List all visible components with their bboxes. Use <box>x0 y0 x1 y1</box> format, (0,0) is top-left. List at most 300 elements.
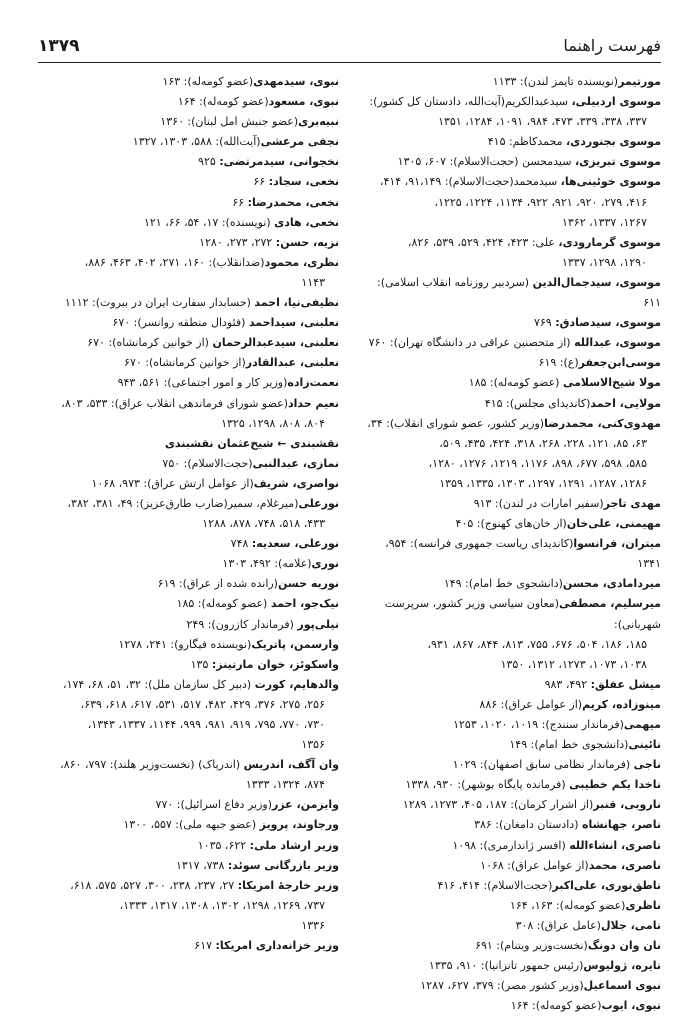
index-entry-line <box>39 755 339 775</box>
index-entry-name: موسوی، سیدجمال‌الدین <box>532 275 661 289</box>
index-entry-line <box>361 132 661 152</box>
index-entry-line <box>361 936 661 956</box>
index-entry-pages: ۷۳۰، ۷۷۰، ۷۹۵، ۹۱۹، ۹۸۱، ۹۹۹، ۱۱۴۴، ۱۳۳۷، ۱۳۴۳، <box>87 718 325 731</box>
index-entry-details: (نویسنده فیگارو): ۲۴۱، ۱۲۷۸ <box>118 637 252 651</box>
index-entry-details: (عضو کومه‌له): ۱۶۳ <box>162 75 254 88</box>
index-entry-line <box>361 394 661 414</box>
index-entry-line <box>361 172 661 192</box>
index-entry-details: (از خوانین کرمانشاه): ۶۷۰ <box>87 336 213 350</box>
index-entry-line <box>361 514 661 534</box>
index-entry-pages: ۳۳۷، ۳۳۸، ۳۳۹، ۴۷۳، ۹۸۴، ۱۰۹۱، ۱۲۸۴، ۱۳۵۱ <box>438 115 647 129</box>
index-entry-line <box>39 936 339 956</box>
index-entry-name: نبوی، مسعود <box>268 95 339 109</box>
index-entry-name: نارویی، قنبر <box>593 798 661 812</box>
index-entry-line <box>39 92 339 112</box>
index-entry-name: نعیم حداد <box>288 396 339 410</box>
index-column-left <box>39 72 339 956</box>
index-entry-name: موسوی خوئینی‌ها، <box>560 175 661 189</box>
index-entry-name: نظری، محمود <box>264 255 339 269</box>
index-entry <box>39 112 339 132</box>
index-entry-details: ۶۲۲، ۱۰۳۵ <box>197 838 250 852</box>
index-entry <box>361 735 661 755</box>
index-entry <box>39 795 339 815</box>
index-entry-name: نعلبنی، سیدعبدالرحمان <box>212 336 339 350</box>
index-entry-details: (عضو کومه‌له): ۱۶۴ <box>510 999 602 1013</box>
index-entry-name: نبیه‌بری <box>298 115 339 129</box>
index-entry-line <box>361 755 661 775</box>
index-entry-name: نواصری، شریف <box>253 476 339 490</box>
index-entry <box>361 534 661 574</box>
index-entry <box>361 394 661 414</box>
index-entry-details: (رانده شده از عراق): ۶۱۹ <box>157 577 278 591</box>
index-entry-line <box>39 112 339 132</box>
index-entry-details: (دانشجوی خط امام): ۱۴۹ <box>443 577 563 591</box>
index-entry-line <box>39 836 339 856</box>
index-entry-details: (از متحصنین عراقی در دانشگاه تهران): ۷۶۰ <box>368 336 575 350</box>
index-entry <box>39 213 339 233</box>
index-entry-line <box>361 72 661 92</box>
index-entry-pages: ۴۳۳، ۵۱۸، ۷۴۸، ۸۷۸، ۱۲۸۸ <box>202 517 325 531</box>
index-entry-name: مهدوی‌کنی، محمدرضا <box>544 416 661 430</box>
index-entry-pages: ۷۳۷، ۱۲۶۹، ۱۲۹۸، ۱۳۰۲، ۱۳۰۸، ۱۳۱۷، ۱۳۳۳، <box>119 898 325 912</box>
index-entry-name: نخعی، سجاد: <box>268 175 339 189</box>
index-entry-details: (دانشجوی خط امام): ۱۴۹ <box>509 738 629 752</box>
index-entry-name: میردامادی، محسن <box>562 577 661 591</box>
index-entry-pages: ۱۰۳۸، ۱۰۷۳، ۱۲۷۳، ۱۳۱۲، ۱۳۵۰ <box>500 657 647 671</box>
index-entry <box>39 333 339 353</box>
index-entry-line <box>39 233 339 253</box>
index-entry-line <box>39 635 339 655</box>
index-entry-name: نخجوانی، سیدمرتضی: <box>219 155 339 169</box>
index-entry-details: (معاون سیاسی وزیر کشور، سرپرست شهربانی): <box>384 597 661 631</box>
index-entry <box>39 434 339 454</box>
index-entry-details: (دادستان دامغان): ۳۸۶ <box>474 818 582 832</box>
index-entry-name: وارسمن، پاتریک <box>251 637 339 651</box>
index-entry-name: ناصری، انشاءالله <box>569 838 661 852</box>
index-entry <box>361 172 661 232</box>
index-entry-name: نبوی، ایوب <box>601 999 661 1013</box>
index-entry-details: ۶۶ <box>253 175 269 189</box>
index-entry <box>361 72 661 92</box>
index-column-right <box>361 72 661 1016</box>
index-entry-details: سیدمحسن (حجت‌الاسلام): ۶۰۷، ۱۳۰۵ <box>397 155 575 169</box>
index-entry-line <box>361 233 661 253</box>
index-entry-details: (فرماندار نظامی سابق اصفهان): ۱۰۲۹ <box>452 758 634 772</box>
index-entry-line <box>39 333 339 353</box>
index-entry-name: نایره، ژولیوس <box>583 959 661 973</box>
index-entry-line <box>39 293 339 313</box>
index-entry <box>39 554 339 574</box>
index-entry <box>361 715 661 735</box>
index-entry-details: (وزیر کار و امور اجتماعی): ۵۶۱، ۹۴۳ <box>117 376 288 390</box>
index-entry-name: مولا شیخ‌الاسلامی <box>562 376 661 390</box>
index-entry <box>361 594 661 674</box>
index-entry-details: (عضو جنبش امل لبنان): ۱۳۶۰ <box>160 115 299 129</box>
index-entry-line <box>39 554 339 574</box>
index-entry <box>361 574 661 594</box>
index-entry <box>39 615 339 635</box>
index-entry <box>361 132 661 152</box>
index-entry-details: (نویسنده): ۱۷، ۵۴، ۶۶، ۱۲۱ <box>143 215 275 229</box>
index-entry-name: وان آگف، اندریس <box>243 758 339 772</box>
index-entry-line <box>39 152 339 172</box>
index-entry-details: (آیت‌الله): ۵۸۸، ۱۳۰۳، ۱۳۲۷ <box>132 135 261 149</box>
index-entry <box>361 996 661 1016</box>
page-header <box>38 36 661 62</box>
index-entry-details: (فرمانده پایگاه بوشهر): ۹۳۰، ۱۳۳۸ <box>405 778 570 792</box>
index-entry <box>361 876 661 896</box>
index-entry-details: محمدکاظم: ۴۱۵ <box>487 135 566 149</box>
index-entry <box>39 193 339 213</box>
index-entry-pages: ۱۳۳۶ <box>301 918 325 932</box>
index-entry-line <box>39 574 339 594</box>
index-entry-line <box>361 856 661 876</box>
index-entry-line <box>39 876 339 896</box>
index-entry-line <box>39 313 339 333</box>
index-entry-name: میرسلیم، مصطفی <box>559 597 661 611</box>
index-entry-details: (وزیر کشور مصر): ۳۷۹، ۶۲۷، ۱۲۸۷ <box>420 979 584 993</box>
index-entry-details: (ضدانقلاب): ۱۶۰، ۲۷۱، ۴۰۲، ۴۶۳، ۸۸۶، <box>84 255 265 269</box>
index-entry <box>361 233 661 273</box>
index-entry-details: (رئیس جمهور تانزانیا): ۹۱۰، ۱۳۳۵ <box>428 959 584 973</box>
index-entry-pages: ۱۲۶۷، ۱۳۳۷، ۱۳۶۲ <box>561 215 647 229</box>
index-entry <box>39 755 339 795</box>
index-entry-line <box>361 373 661 393</box>
index-entry <box>361 92 661 132</box>
index-entry <box>361 514 661 534</box>
index-entry-name: نجفی مرعشی <box>260 135 339 149</box>
index-entry-name: نبوی، سیدمهدی <box>253 75 339 88</box>
index-entry-line <box>361 695 661 715</box>
index-entry-name: نعلبنی، سیداحمد <box>248 316 339 330</box>
index-entry-name: نمازی، عبدالنبی <box>252 456 339 470</box>
index-entry-pages: ۲۵۶، ۲۷۵، ۳۷۶، ۴۲۹، ۴۸۲، ۵۱۷، ۵۳۱، ۶۱۷، ۶۱۸، ۶۳۹، <box>80 697 325 711</box>
index-entry-details: ۷۴۸ <box>230 537 252 551</box>
index-entry-line <box>361 333 661 353</box>
index-entry <box>361 353 661 373</box>
index-entry <box>39 574 339 594</box>
index-entry-line <box>39 132 339 152</box>
index-entry <box>361 896 661 916</box>
index-entry-name: واسکوئز، خوان مارتینز: <box>211 657 339 671</box>
index-entry-details: ۲۷، ۲۳۷، ۲۳۸، ۳۰۰، ۵۲۷، ۵۷۵، ۶۱۸، <box>70 878 238 892</box>
page-number: ۱۳۷۹ <box>38 36 80 56</box>
index-entry <box>39 494 339 534</box>
index-entry-name: نظیفی‌نیا، احمد <box>254 296 339 310</box>
index-entry-line <box>39 253 339 273</box>
index-entry-name: نائینی <box>628 738 661 752</box>
index-entry <box>39 373 339 393</box>
index-entry-line <box>361 534 661 574</box>
index-entry-name: ناجی <box>633 758 661 772</box>
index-entry-details: ۹۲۵ <box>198 155 220 169</box>
index-entry-details: (از عوامل عراق): ۸۸۶ <box>479 697 583 711</box>
index-entry-line <box>361 313 661 333</box>
index-entry-details: سیدعبدالکریم(آیت‌الله، دادستان کل کشور): <box>369 95 572 109</box>
index-entry-line <box>39 213 339 233</box>
index-entry-line <box>39 394 339 414</box>
index-entry-name: میتران، فرانسوا <box>573 537 661 551</box>
index-entry <box>39 92 339 112</box>
index-entry-details: (عضو جبهه ملی): ۵۵۷، ۱۳۰۰ <box>123 818 260 832</box>
index-entry-details: (از عوامل ارتش عراق): ۹۷۳، ۱۰۶۸ <box>91 476 254 490</box>
index-entry <box>39 655 339 675</box>
index-entry <box>361 815 661 835</box>
index-entry-line <box>361 956 661 976</box>
index-entry-name: نامی، جلال <box>600 918 661 932</box>
index-entry-details: سیدمحمد(حجت‌الاسلام): ۹۱،۱۴۹، ۴۱۴، <box>379 175 561 189</box>
index-entry-name: ناظری <box>625 898 661 912</box>
index-entry-name: نقشبندی ← شیخ‌عثمان نقشبندی <box>164 436 339 450</box>
index-entry-details: (فرماندار سنندج): ۱۰۱۹، ۱۰۲۰، ۱۲۵۳ <box>453 718 624 731</box>
index-entry <box>361 755 661 775</box>
index-entry-details: (سفیر امارات در لندن): ۹۱۳ <box>473 496 604 510</box>
index-entry-name: موسوی اردبیلی، <box>571 95 661 109</box>
index-entry-details: (سردبیر روزنامه انقلاب اسلامی): ۶۱۱ <box>377 275 661 310</box>
index-entry-line <box>39 474 339 494</box>
index-entry-name: ناطق‌نوری، علی‌اکبر <box>552 878 661 892</box>
index-entry-line <box>39 795 339 815</box>
index-entry <box>39 635 339 655</box>
index-entry-details: ۶۱۷ <box>194 939 216 953</box>
index-entry-name: نورعلی، سعدیه: <box>251 537 339 551</box>
index-entry-details: (از خوانین کرمانشاه): ۶۷۰ <box>124 356 246 370</box>
index-entry <box>361 333 661 353</box>
index-entry-name: ورجاوند، پرویز <box>259 818 339 832</box>
index-entry <box>39 856 339 876</box>
index-entry-line <box>361 353 661 373</box>
index-entry-details: (عضو کومه‌له): ۱۸۵ <box>176 597 271 611</box>
index-entry-name: وزیر ارشاد ملی: <box>249 838 339 852</box>
index-entry-pages: ۸۷۴، ۱۳۲۴، ۱۳۳۳ <box>245 778 325 792</box>
index-entry <box>361 775 661 795</box>
index-entry <box>361 795 661 815</box>
index-entry-line <box>361 414 661 434</box>
index-entry-name: مهیمنی، علی‌خان <box>566 517 661 531</box>
index-entry <box>361 936 661 956</box>
index-entry-line <box>39 353 339 373</box>
index-entry-line <box>39 675 339 695</box>
index-entry-details: (علامه): ۴۹۲، ۱۳۰۳ <box>222 557 312 571</box>
index-entry-details: ۶۶ <box>232 195 248 209</box>
index-entry-line <box>361 675 661 695</box>
index-entry-line <box>361 836 661 856</box>
index-entry-name: میهمی <box>623 718 661 731</box>
index-entry <box>361 414 661 494</box>
index-entry-line <box>361 594 661 634</box>
index-entry-line <box>361 494 661 514</box>
index-entry-pages: ۵۸۵، ۵۹۸، ۶۷۷، ۸۹۸، ۱۱۷۶، ۱۲۱۹، ۱۲۷۶، ۱۲۸۰، <box>428 456 647 470</box>
index-entry-name: نعمت‌زاده <box>287 376 339 390</box>
index-entry-line <box>361 876 661 896</box>
index-entry-name: نخعی، محمدرضا: <box>247 195 339 209</box>
index-entry-line <box>39 434 339 454</box>
index-entry-line <box>361 574 661 594</box>
index-entry-name: ناصر، جهانشاه <box>581 818 661 832</box>
index-entry <box>39 72 339 92</box>
index-entry-details: (از اشرار کرمان): ۱۸۷، ۴۰۵، ۱۲۷۳، ۱۲۸۹ <box>402 798 594 812</box>
index-entry-details: (وزیر کشور، عضو شورای انقلاب): ۳۴، <box>367 416 545 430</box>
index-entry <box>39 172 339 192</box>
index-entry-name: نبوی اسماعیل <box>583 979 661 993</box>
index-entry-name: مینوزاده، کریم <box>582 697 661 711</box>
index-entry <box>39 876 339 936</box>
index-entry <box>361 856 661 876</box>
index-entry-name: نان وان دونگ <box>587 939 661 953</box>
index-entry-line <box>361 715 661 735</box>
index-entry-details: (عضو کومه‌له): ۱۶۳، ۱۶۴ <box>509 898 626 912</box>
index-entry-details: (نخست‌وزیر ویتنام): ۶۹۱ <box>475 939 588 953</box>
index-entry-details: (عضو کومه‌له): ۱۶۴ <box>177 95 269 109</box>
index-entry-name: وزیر خزانه‌داری امریکا: <box>215 939 339 953</box>
index-entry-name: موسوی تبریزی، <box>574 155 661 169</box>
index-entry-line <box>361 976 661 996</box>
index-entry-name: نورعلی <box>298 496 339 510</box>
index-entry-name: نزیه، حسن: <box>275 235 339 249</box>
index-entry-name: ناخدا یکم خطیبی <box>569 778 661 792</box>
index-entry-details: (کاندیدای ریاست جمهوری فرانسه): ۹۵۴، ۱۳۴۱ <box>385 537 661 571</box>
index-entry-line <box>361 152 661 172</box>
index-entry-line <box>39 815 339 835</box>
index-entry-name: مورتیمر <box>618 75 661 88</box>
index-entry-line <box>361 92 661 112</box>
index-entry-line <box>39 494 339 514</box>
index-entry <box>39 293 339 313</box>
index-entry <box>361 152 661 172</box>
index-entry-name: موسوی گرمارودی، <box>558 235 661 249</box>
index-entry-name: مهدی تاجر <box>603 496 661 510</box>
index-entry-pages: ۱۸۵، ۱۸۶، ۵۰۴، ۶۷۶، ۷۵۵، ۸۱۳، ۸۴۴، ۸۶۷، ۹۳۱، <box>427 637 647 651</box>
index-entry-name: موسوی، عبدالله <box>574 336 661 350</box>
index-entry-pages: ۱۲۸۶، ۱۲۸۷، ۱۲۹۱، ۱۲۹۷، ۱۳۰۳، ۱۳۳۵، ۱۳۵۹ <box>439 476 647 490</box>
index-entry-details: (حسابدار سفارت ایران در بیروت): ۱۱۱۲ <box>64 296 255 310</box>
index-entry-pages: ۱۲۹۰، ۱۲۹۸، ۱۳۳۷ <box>561 255 647 269</box>
running-title: فهرست راهنما <box>563 36 661 55</box>
index-entry-line <box>39 594 339 614</box>
index-entry-line <box>361 795 661 815</box>
index-entry <box>39 353 339 373</box>
index-entry-line <box>39 454 339 474</box>
index-entry-details: ۷۶۹ <box>533 316 556 330</box>
index-entry <box>39 675 339 755</box>
index-entry-name: نیلی‌پور <box>297 617 339 631</box>
index-entry-name: وایزمن، عزر <box>272 798 339 812</box>
index-entry-name: موسوی بجنوردی، <box>565 135 661 149</box>
index-entry <box>39 815 339 835</box>
index-entry-line <box>39 615 339 635</box>
index-entry-pages: ۸۰۴، ۸۰۸، ۱۲۹۸، ۱۳۲۵ <box>221 416 325 430</box>
index-entry <box>361 836 661 856</box>
index-entry-details: ۲۷۲، ۲۷۳، ۱۲۸۰ <box>199 235 276 249</box>
index-entry <box>39 132 339 152</box>
index-entry-name: والدهایم، کورت <box>254 677 339 691</box>
index-entry <box>39 253 339 293</box>
index-entry <box>39 152 339 172</box>
index-entry-details: (حجت‌الاسلام): ۷۵۰ <box>162 456 253 470</box>
index-entry-line <box>361 735 661 755</box>
index-entry <box>39 394 339 434</box>
header-rule <box>38 62 661 63</box>
index-entry-details: (نویسنده تایمز لندن): ۱۱۳۳ <box>492 75 619 88</box>
index-entry-line <box>361 775 661 795</box>
index-entry-line <box>39 655 339 675</box>
index-entry-line <box>39 72 339 92</box>
index-entry <box>39 454 339 474</box>
index-entry-name: نوریه حسن <box>277 577 339 591</box>
index-entry-details: (دبیر کل سازمان ملل): ۳۲، ۵۱، ۶۸، ۱۷۴، <box>63 677 255 691</box>
index-entry <box>39 594 339 614</box>
index-entry <box>39 534 339 554</box>
index-entry-name: نیک‌جو، احمد <box>270 597 339 611</box>
index-entry <box>361 273 661 313</box>
index-entry-details: ۴۹۲، ۹۸۳ <box>544 677 591 691</box>
index-entry-name: وزیر بازرگانی سوئد: <box>227 858 339 872</box>
index-entry <box>39 233 339 253</box>
index-entry-name: نخعی، هادی <box>274 215 339 229</box>
index-entry-details: (ع): ۶۱۹ <box>538 356 579 370</box>
index-entry-name: موسی‌ابن‌جعفر <box>578 356 661 370</box>
index-entry-line <box>39 534 339 554</box>
index-entry-line <box>39 373 339 393</box>
index-entry <box>361 373 661 393</box>
index-entry-line <box>361 916 661 936</box>
index-entry-line <box>361 896 661 916</box>
index-entry-pages: ۱۳۵۶ <box>301 738 325 752</box>
index-entry-pages: ۶۳، ۸۵، ۱۲۱، ۲۲۸، ۲۶۸، ۳۱۸، ۴۲۴، ۴۳۵، ۵۰۹، <box>439 436 647 450</box>
index-entry <box>39 313 339 333</box>
index-entry-name: ناصری، محمد <box>588 858 661 872</box>
index-entry <box>361 916 661 936</box>
index-entry-name: مولایی، احمد <box>590 396 661 410</box>
index-entry-details: ۱۳۵ <box>190 657 212 671</box>
index-entry-details: (فئودال منطقه روانسر): ۶۷۰ <box>112 316 249 330</box>
index-entry-details: (از خان‌های کهنوج): ۴۰۵ <box>455 517 567 531</box>
index-entry-line <box>361 996 661 1016</box>
index-entry-name: میشل عفلق: <box>590 677 661 691</box>
index-entry-details: (میرغلام، سمیر(ضارب طارق‌عزیز): ۴۹، ۳۸۱، ۳۸۲، <box>67 496 299 510</box>
index-entry-line <box>361 273 661 313</box>
index-entry <box>361 695 661 715</box>
index-entry <box>361 976 661 996</box>
index-entry-pages: ۴۱۶، ۲۷۹، ۹۲۰، ۹۲۱، ۹۲۲، ۱۱۳۴، ۱۲۲۴، ۱۲۲۵، <box>434 195 647 209</box>
index-entry-name: نعلبنی، عبدالقادر <box>245 356 339 370</box>
index-entry-details: (عضو کومه‌له): ۱۸۵ <box>468 376 563 390</box>
index-entry <box>361 494 661 514</box>
index-entry-details: (فرماندار کازرون): ۲۴۹ <box>186 617 298 631</box>
index-entry-details: علی: ۴۲۳، ۴۲۴، ۵۲۹، ۵۳۹، ۸۲۶، <box>407 235 559 249</box>
index-entry <box>39 836 339 856</box>
index-entry-name: وزیر خارجهٔ امریکا: <box>237 878 339 892</box>
index-entry-details: (کاندیدای مجلس): ۴۱۵ <box>484 396 591 410</box>
index-entry <box>361 313 661 333</box>
index-entry-details: (وزیر دفاع اسرائیل): ۷۷۰ <box>155 798 272 812</box>
index-entry-name: موسوی، سیدصادق: <box>555 316 661 330</box>
index-entry <box>361 675 661 695</box>
index-entry-details: (عامل عراق): ۳۰۸ <box>515 918 601 932</box>
index-entry <box>361 956 661 976</box>
index-entry-details: (اندریاک) (نخست‌وزیر هلند): ۷۹۷، ۸۶۰، <box>60 758 244 772</box>
index-entry <box>39 474 339 494</box>
index-entry-details: ۷۳۸، ۱۳۱۷ <box>175 858 228 872</box>
index-entry-details: (از عوامل عراق): ۱۰۶۸ <box>480 858 589 872</box>
index-entry-line <box>39 856 339 876</box>
index-entry-pages: ۱۱۴۳ <box>301 275 325 289</box>
index-entry-line <box>39 193 339 213</box>
index-entry-details: (عضو شورای فرماندهی انقلاب عراق): ۵۳۳، ۸۰۳، <box>61 396 289 410</box>
index-entry-details: (حجت‌الاسلام): ۴۱۴، ۴۱۶ <box>437 878 553 892</box>
index-entry-line <box>39 172 339 192</box>
index-entry-line <box>361 815 661 835</box>
